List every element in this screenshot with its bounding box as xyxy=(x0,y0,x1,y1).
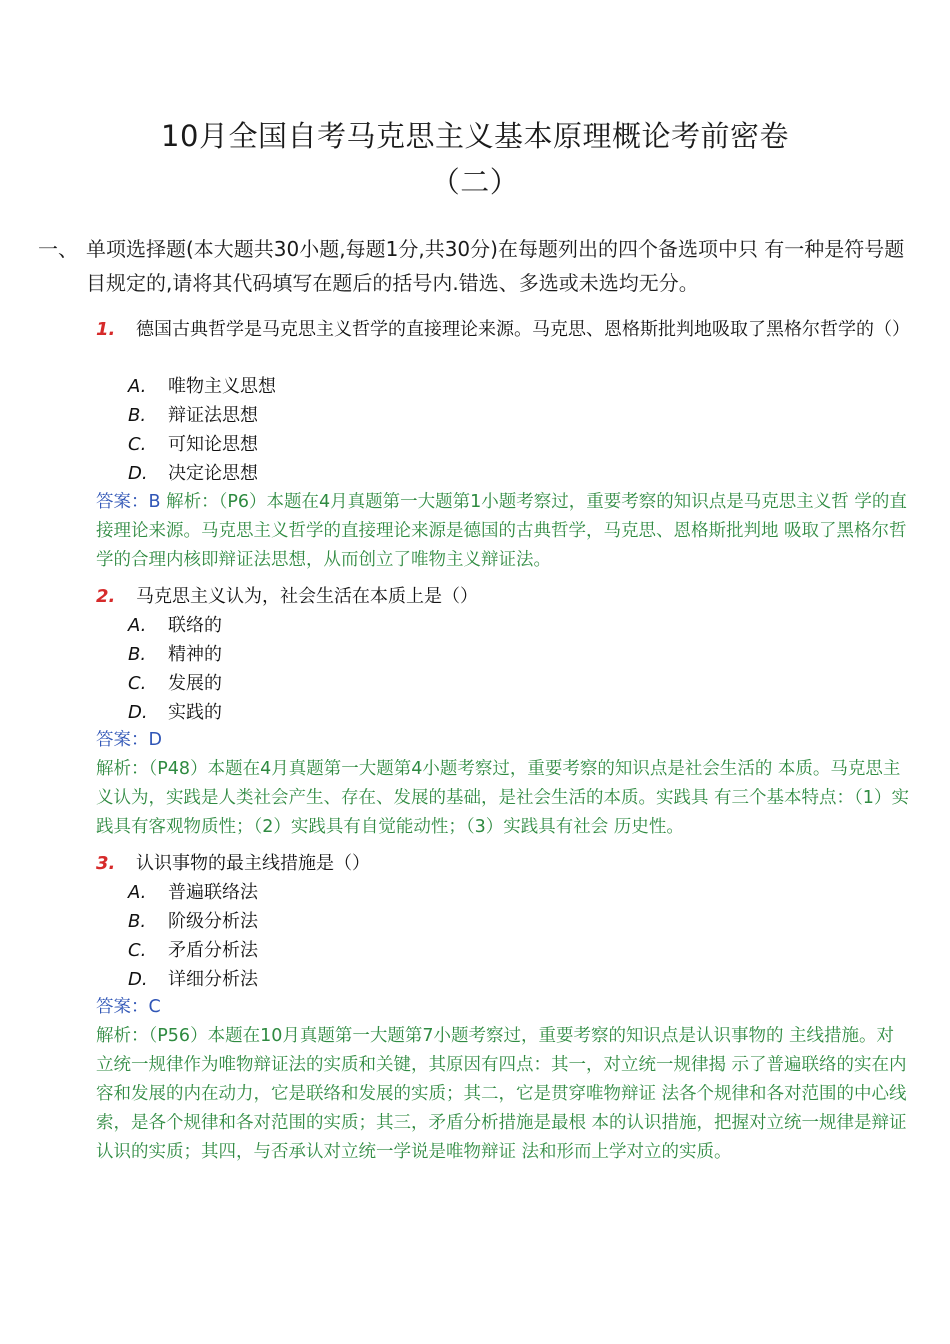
answer-label: 答案：B xyxy=(96,492,161,512)
answer-block-3 xyxy=(96,993,911,1167)
option-a xyxy=(128,611,222,640)
option-label: D. xyxy=(128,702,148,723)
option-text: 详细分析法 xyxy=(168,969,258,990)
analysis-text: 解析：（P56）本题在10月真题第一大题第7小题考察过，重要考察的知识点是认识事物的 主线措施。对立统一规律作为唯物辩证法的实质和关键，其原因有四点：其一，对立统一规律揭 示了普遍联络的实在内容和发展的内在动力，它是联络和发展的实质；其二，它是贯穿唯物辩证 法各个规律和各对范围的中心线索，是各个规律和各对范围的实质；其三，矛盾分析措施是最根 本的认识措施，把握对立统一规律是辩证认识的实质；其四，与否承认对立统一学说是唯物辩证 法和形而上学对立的实质。 xyxy=(96,1026,907,1162)
option-d xyxy=(128,459,258,488)
option-text: 发展的 xyxy=(168,673,222,694)
option-a xyxy=(128,372,276,401)
option-text: 辩证法思想 xyxy=(168,405,258,426)
option-d xyxy=(128,965,258,994)
question-1 xyxy=(96,315,911,344)
option-c xyxy=(128,669,222,698)
option-c xyxy=(128,430,258,459)
question-number: 2. xyxy=(96,586,116,607)
question-number: 1. xyxy=(96,319,116,340)
option-label: B. xyxy=(128,644,147,665)
question-stem: 马克思主义认为，社会生活在本质上是（） xyxy=(136,586,478,607)
option-label: D. xyxy=(128,463,148,484)
section-heading xyxy=(38,232,908,300)
question-stem: 认识事物的最主线措施是（） xyxy=(136,853,370,874)
document-subtitle: （二） xyxy=(430,165,520,199)
option-text: 可知论思想 xyxy=(168,434,258,455)
option-label: A. xyxy=(128,882,147,903)
answer-label: 答案：C xyxy=(96,997,161,1017)
question-number: 3. xyxy=(96,853,116,874)
document-title: 10月全国自考马克思主义基本原理概论考前密卷 xyxy=(161,119,789,153)
option-b xyxy=(128,640,222,669)
option-b xyxy=(128,907,258,936)
answer-block-1 xyxy=(96,488,911,575)
section-number: 一、 xyxy=(38,237,78,261)
question-2 xyxy=(96,582,911,611)
option-c xyxy=(128,936,258,965)
question-3 xyxy=(96,849,911,878)
option-label: B. xyxy=(128,405,147,426)
answer-label: 答案：D xyxy=(96,730,162,750)
section-instructions: 单项选择题(本大题共30小题,每题1分,共30分)在每题列出的四个备选项中只 有一种是符号题目规定的,请将其代码填写在题后的括号内.错选、多选或未选均无分。 xyxy=(86,237,905,295)
option-d xyxy=(128,698,222,727)
analysis-text: 解析：（P48）本题在4月真题第一大题第4小题考察过，重要考察的知识点是社会生活的 本质。马克思主义认为，实践是人类社会产生、存在、发展的基础，是社会生活的本质。实践具 有三个基本特点：（1）实践具有客观物质性；（2）实践具有自觉能动性；（3）实践具有社会 历史性。 xyxy=(96,759,909,837)
option-text: 决定论思想 xyxy=(168,463,258,484)
option-label: A. xyxy=(128,615,147,636)
option-label: A. xyxy=(128,376,147,397)
option-text: 联络的 xyxy=(168,615,222,636)
option-label: B. xyxy=(128,911,147,932)
option-b xyxy=(128,401,258,430)
answer-block-2 xyxy=(96,726,911,842)
option-text: 阶级分析法 xyxy=(168,911,258,932)
question-stem: 德国古典哲学是马克思主义哲学的直接理论来源。马克思、恩格斯批判地吸取了黑格尔哲学的（） xyxy=(136,319,910,340)
analysis-text: 解析：（P6）本题在4月真题第一大题第1小题考察过，重要考察的知识点是马克思主义哲 学的直接理论来源。马克思主义哲学的直接理论来源是德国的古典哲学，马克思、恩格斯批判地 吸取了黑格尔哲学的合理内核即辩证法思想，从而创立了唯物主义辩证法。 xyxy=(96,492,907,570)
option-text: 唯物主义思想 xyxy=(168,376,276,397)
option-text: 普遍联络法 xyxy=(168,882,258,903)
option-a xyxy=(128,878,258,907)
option-label: C. xyxy=(128,434,147,455)
option-label: C. xyxy=(128,673,147,694)
option-text: 矛盾分析法 xyxy=(168,940,258,961)
option-text: 实践的 xyxy=(168,702,222,723)
option-label: C. xyxy=(128,940,147,961)
option-label: D. xyxy=(128,969,148,990)
option-text: 精神的 xyxy=(168,644,222,665)
